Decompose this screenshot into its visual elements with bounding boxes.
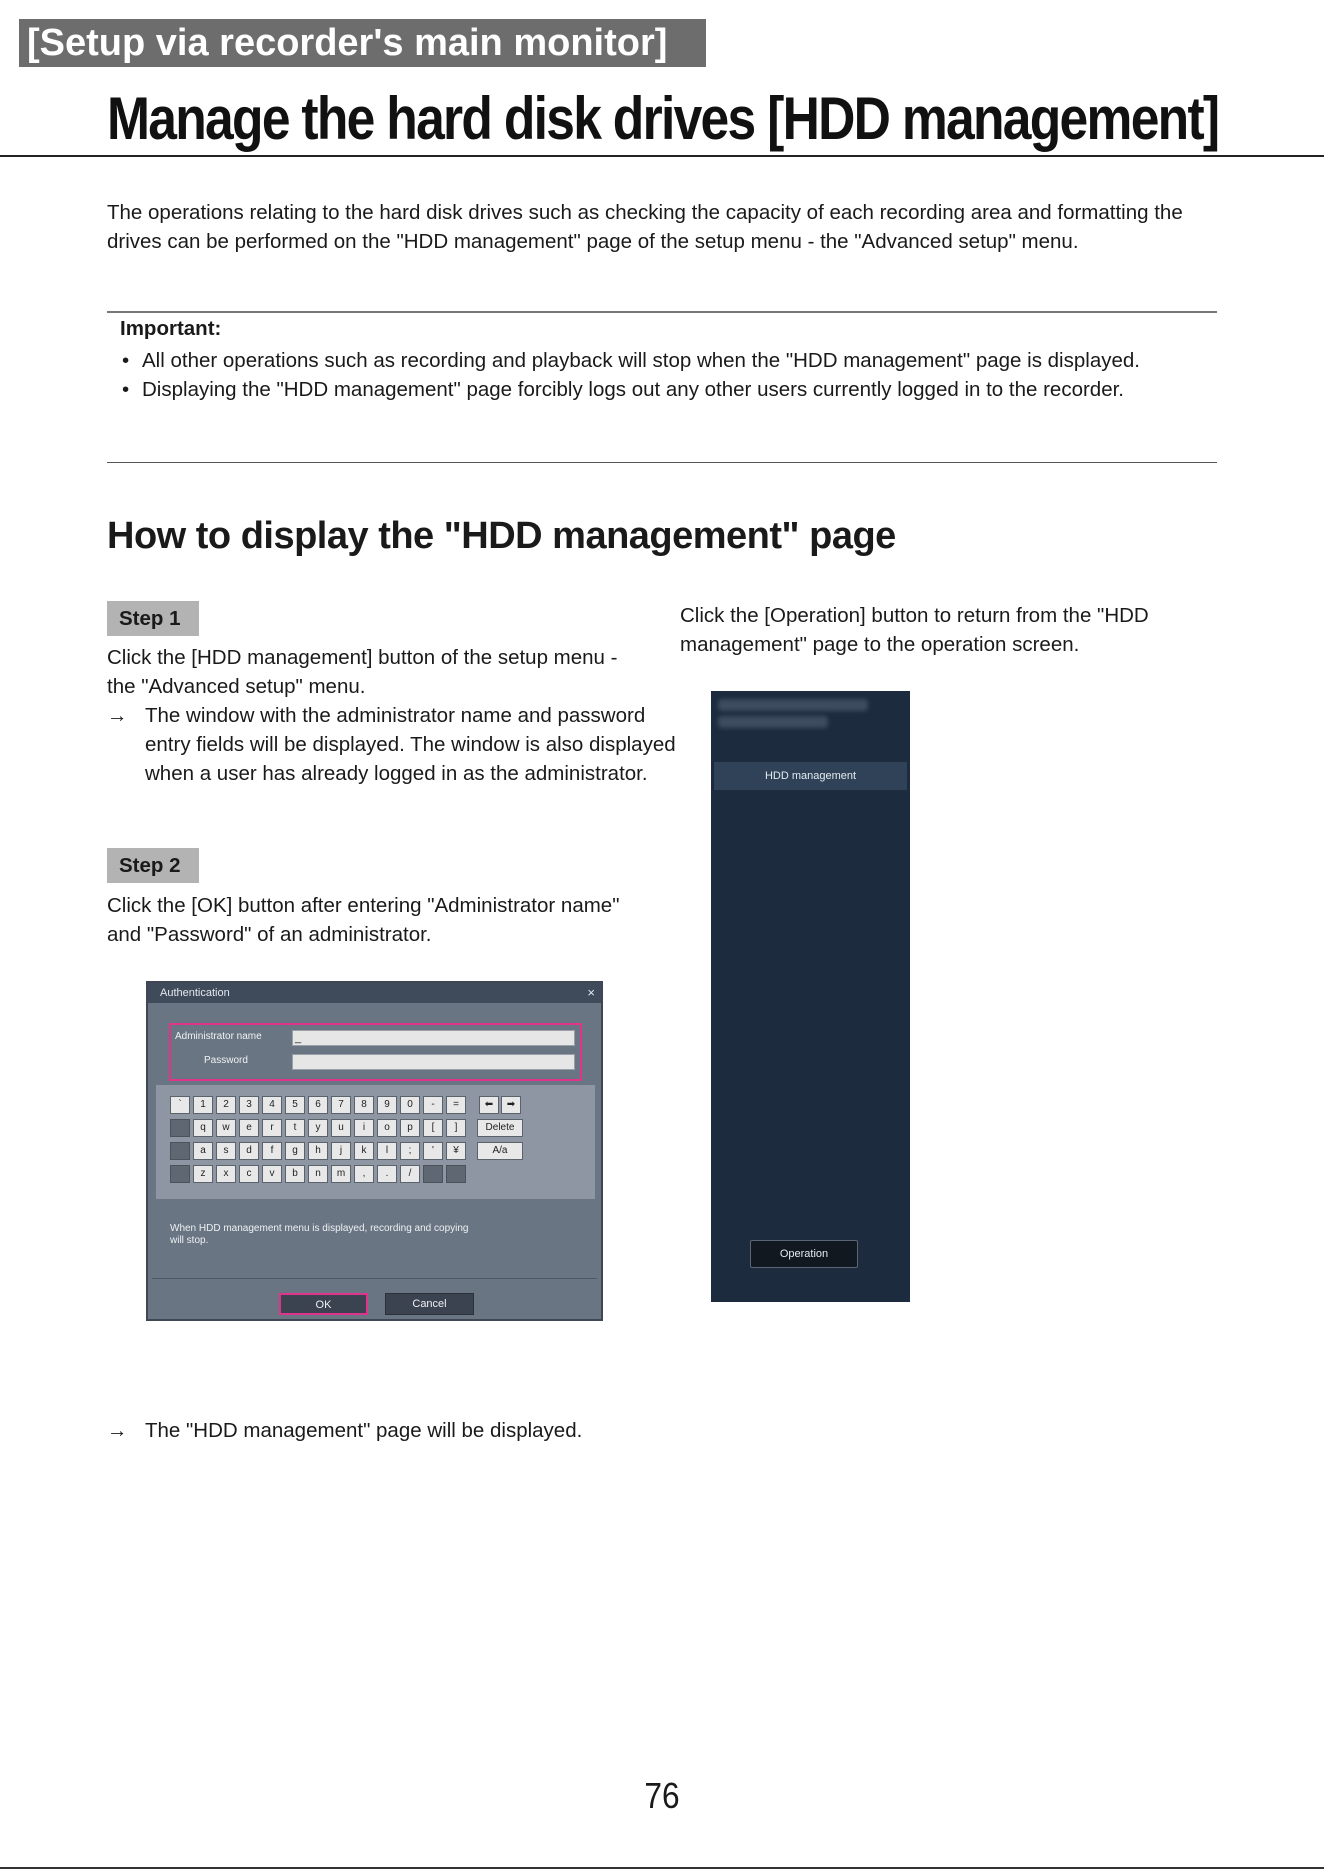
page-number: 76 bbox=[644, 1775, 680, 1816]
key[interactable]: 7 bbox=[331, 1096, 351, 1114]
dialog-divider bbox=[152, 1278, 597, 1279]
key[interactable]: u bbox=[331, 1119, 351, 1137]
key-blank[interactable] bbox=[423, 1165, 443, 1183]
arrow-icon: → bbox=[107, 704, 128, 727]
key[interactable]: y bbox=[308, 1119, 328, 1137]
authentication-dialog bbox=[146, 981, 603, 1321]
key[interactable]: ] bbox=[446, 1119, 466, 1137]
key[interactable]: a bbox=[193, 1142, 213, 1160]
intro-paragraph: The operations relating to the hard disk drives such as checking the capacity of each recording area and formatting the drives can be performed on the "HDD management" page of the setup menu - the "Advanced setup" menu. bbox=[107, 201, 1183, 253]
step-1-result bbox=[107, 701, 691, 788]
key[interactable]: s bbox=[216, 1142, 236, 1160]
important-notice bbox=[107, 311, 1217, 463]
key[interactable]: ; bbox=[400, 1142, 420, 1160]
key[interactable]: , bbox=[354, 1165, 374, 1183]
key[interactable]: e bbox=[239, 1119, 259, 1137]
section-tag: [Setup via recorder's main monitor] bbox=[19, 19, 706, 67]
step-1-result-text: The window with the administrator name and password entry fields will be displayed. The window is also displayed when a user has already logged in as the administrator. bbox=[145, 704, 676, 785]
setup-menu-panel bbox=[711, 691, 910, 1302]
key[interactable]: ¥ bbox=[446, 1142, 466, 1160]
key[interactable]: 9 bbox=[377, 1096, 397, 1114]
key[interactable]: x bbox=[216, 1165, 236, 1183]
key[interactable]: 2 bbox=[216, 1096, 236, 1114]
page-title: Manage the hard disk drives [HDD management] bbox=[107, 85, 1219, 152]
key[interactable]: n bbox=[308, 1165, 328, 1183]
key[interactable]: w bbox=[216, 1119, 236, 1137]
cancel-button[interactable]: Cancel bbox=[385, 1293, 474, 1315]
key-blank[interactable] bbox=[446, 1165, 466, 1183]
key[interactable]: j bbox=[331, 1142, 351, 1160]
key[interactable]: ' bbox=[423, 1142, 443, 1160]
step-1-badge: Step 1 bbox=[107, 601, 199, 636]
bottom-divider bbox=[0, 1867, 1324, 1869]
important-heading: Important: bbox=[120, 317, 222, 340]
key[interactable]: / bbox=[400, 1165, 420, 1183]
key[interactable]: 1 bbox=[193, 1096, 213, 1114]
key[interactable]: z bbox=[193, 1165, 213, 1183]
admin-name-label: Administrator name bbox=[175, 1031, 262, 1042]
key[interactable]: - bbox=[423, 1096, 443, 1114]
operation-instruction: Click the [Operation] button to return from the "HDD management" page to the operation screen. bbox=[680, 604, 1149, 656]
close-icon[interactable]: × bbox=[587, 985, 595, 1000]
left-arrow-key[interactable]: ⬅ bbox=[479, 1096, 499, 1114]
key[interactable]: l bbox=[377, 1142, 397, 1160]
important-item: • All other operations such as recording and playback will stop when the "HDD management" page is displayed. bbox=[120, 346, 1190, 375]
dialog-note: When HDD management menu is displayed, recording and copying will stop. bbox=[170, 1223, 469, 1246]
blurred-model-name bbox=[718, 699, 868, 711]
key[interactable]: c bbox=[239, 1165, 259, 1183]
key[interactable]: 3 bbox=[239, 1096, 259, 1114]
step-1-text: Click the [HDD management] button of the setup menu - the "Advanced setup" menu. bbox=[107, 646, 618, 698]
key[interactable]: 4 bbox=[262, 1096, 282, 1114]
key[interactable]: b bbox=[285, 1165, 305, 1183]
section-heading: How to display the "HDD management" page bbox=[107, 515, 896, 557]
important-item: • Displaying the "HDD management" page forcibly logs out any other users currently logged in to the recorder. bbox=[120, 375, 1190, 404]
blurred-model-number bbox=[718, 716, 828, 728]
key[interactable]: r bbox=[262, 1119, 282, 1137]
title-divider bbox=[0, 155, 1324, 157]
admin-name-input[interactable]: _ bbox=[292, 1030, 575, 1046]
important-list bbox=[120, 346, 1190, 404]
key[interactable]: d bbox=[239, 1142, 259, 1160]
key[interactable]: v bbox=[262, 1165, 282, 1183]
step-2-badge: Step 2 bbox=[107, 848, 199, 883]
key-blank[interactable] bbox=[170, 1142, 190, 1160]
key[interactable]: 8 bbox=[354, 1096, 374, 1114]
key[interactable]: i bbox=[354, 1119, 374, 1137]
right-arrow-key[interactable]: ➡ bbox=[501, 1096, 521, 1114]
key[interactable]: = bbox=[446, 1096, 466, 1114]
password-label: Password bbox=[204, 1055, 248, 1066]
key[interactable]: . bbox=[377, 1165, 397, 1183]
hdd-management-button[interactable]: HDD management bbox=[714, 762, 907, 790]
case-toggle-key[interactable]: A/a bbox=[477, 1142, 523, 1160]
key[interactable]: m bbox=[331, 1165, 351, 1183]
key[interactable]: f bbox=[262, 1142, 282, 1160]
ok-button[interactable]: OK bbox=[279, 1293, 368, 1315]
key[interactable]: g bbox=[285, 1142, 305, 1160]
key[interactable]: 6 bbox=[308, 1096, 328, 1114]
software-keyboard bbox=[156, 1085, 595, 1199]
key[interactable]: t bbox=[285, 1119, 305, 1137]
key[interactable]: q bbox=[193, 1119, 213, 1137]
credentials-group bbox=[169, 1023, 582, 1081]
key[interactable]: h bbox=[308, 1142, 328, 1160]
key[interactable]: 0 bbox=[400, 1096, 420, 1114]
key-blank[interactable] bbox=[170, 1119, 190, 1137]
dialog-title: Authentication bbox=[160, 987, 230, 999]
step-2-text: Click the [OK] button after entering "Administrator name" and "Password" of an administrator. bbox=[107, 894, 620, 946]
key[interactable]: 5 bbox=[285, 1096, 305, 1114]
operation-button[interactable]: Operation bbox=[750, 1240, 858, 1268]
key[interactable]: k bbox=[354, 1142, 374, 1160]
password-input[interactable] bbox=[292, 1054, 575, 1070]
dialog-title-bar bbox=[148, 983, 601, 1003]
step-2-result-text: The "HDD management" page will be displayed. bbox=[145, 1419, 583, 1442]
key[interactable]: p bbox=[400, 1119, 420, 1137]
key[interactable]: [ bbox=[423, 1119, 443, 1137]
step-2-result bbox=[107, 1416, 705, 1445]
key-blank[interactable] bbox=[170, 1165, 190, 1183]
delete-key[interactable]: Delete bbox=[477, 1119, 523, 1137]
key[interactable]: o bbox=[377, 1119, 397, 1137]
arrow-icon: → bbox=[107, 1419, 128, 1442]
key[interactable]: ` bbox=[170, 1096, 190, 1114]
